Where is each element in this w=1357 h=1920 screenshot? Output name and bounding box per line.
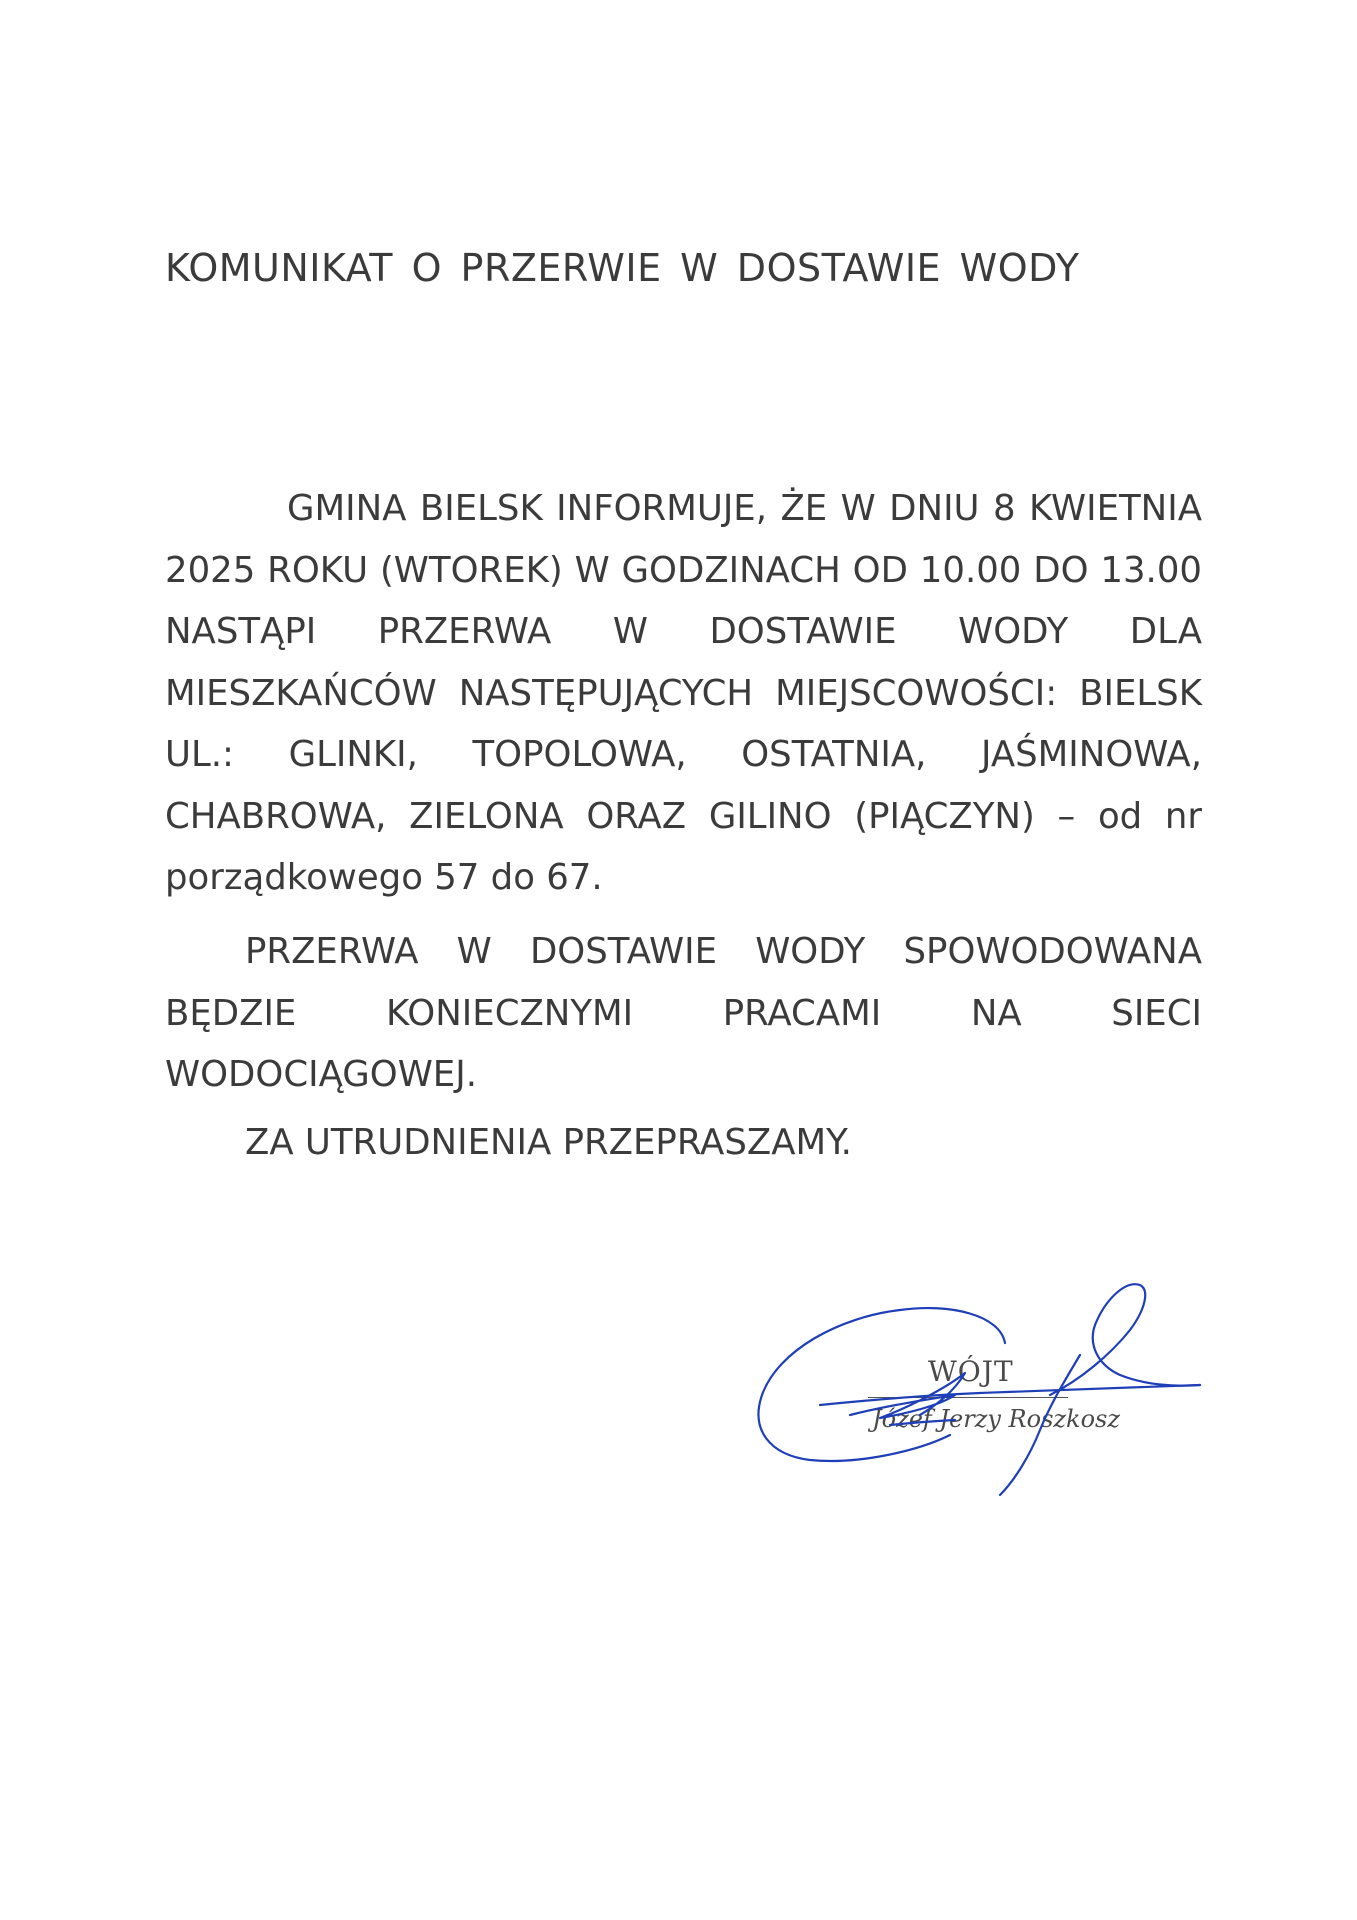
signatory-role: WÓJT: [928, 1355, 1014, 1388]
signature-block: [750, 1255, 1210, 1505]
handwritten-signature: [750, 1255, 1210, 1505]
reason-paragraph: PRZERWA W DOSTAWIE WODY SPOWODOWANA BĘDZIE KONIECZNYMI PRACAMI NA SIECI WODOCIĄGOWEJ.: [165, 931, 1202, 1095]
signature-strokes: [759, 1284, 1200, 1495]
announcement-paragraph: GMINA BIELSK INFORMUJE, ŻE W DNIU 8 KWIETNIA 2025 ROKU (WTOREK) W GODZINACH OD 10.00 DO 13.00 NASTĄPI PRZERWA W DOSTAWIE WODY DLA MIESZKAŃCÓW NASTĘPUJĄCYCH MIEJSCOWOŚCI: BIELSK UL.: GLINKI, TOPOLOWA, OSTATNIA, JAŚMINOWA, CHABROWA, ZIELONA ORAZ GILINO (PIĄCZYN) – od nr porządkowego 57 do 67.: [165, 488, 1202, 898]
signatory-name: Józef Jerzy Roszkosz: [872, 1405, 1120, 1433]
document-title: KOMUNIKAT O PRZERWIE W DOSTAWIE WODY: [165, 246, 1080, 290]
apology-paragraph: ZA UTRUDNIENIA PRZEPRASZAMY.: [245, 1122, 852, 1163]
